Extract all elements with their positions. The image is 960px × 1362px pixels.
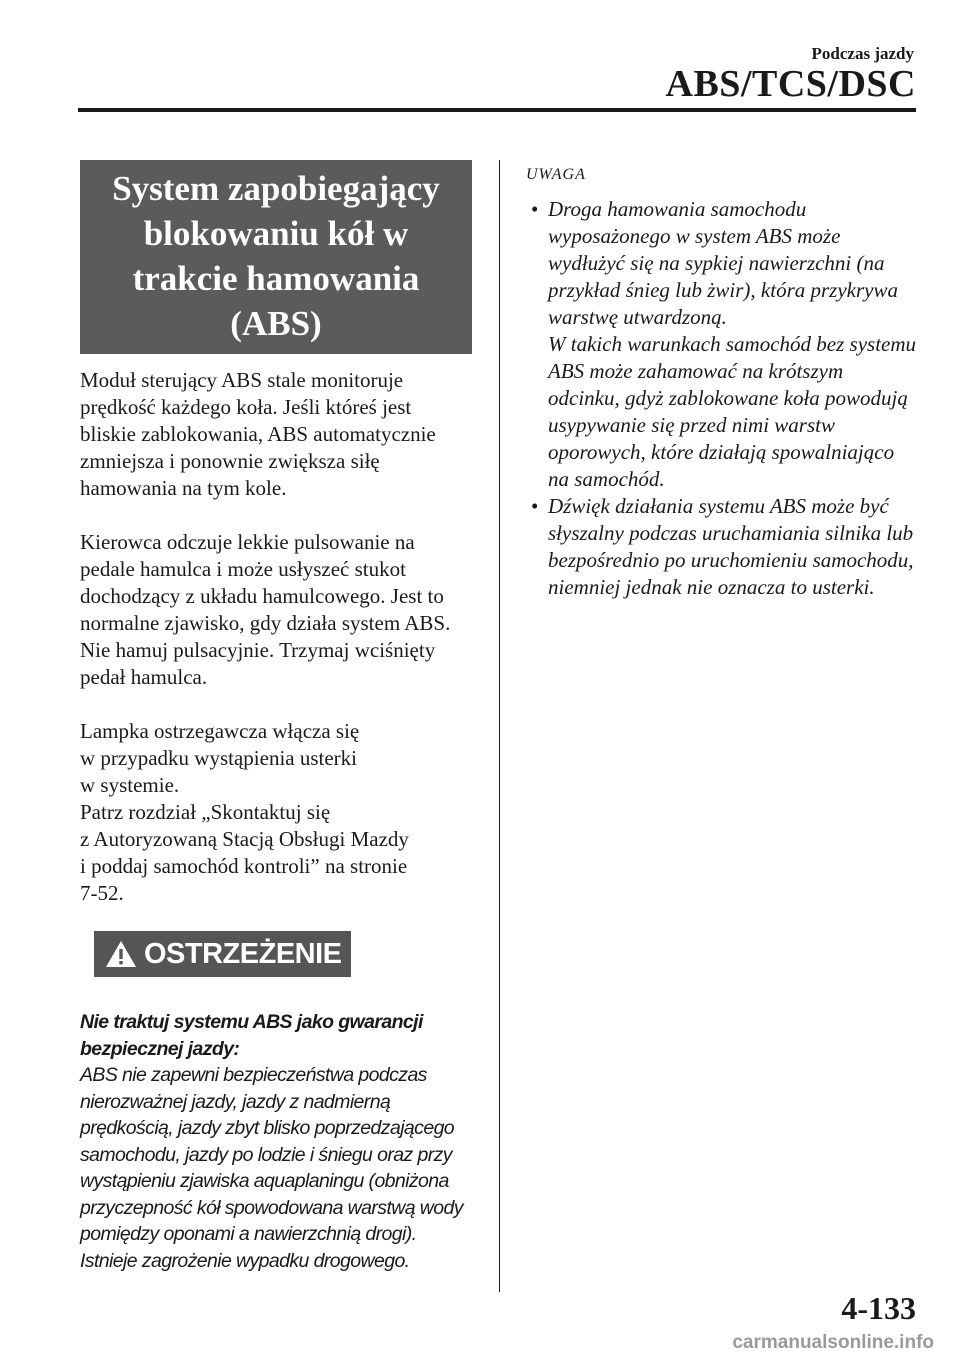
footer-watermark: carmanualsonline.info bbox=[732, 1332, 934, 1353]
note-text: Droga hamowania samochodu wyposażonego w system ABS może wydłużyć się na sypkiej nawierzchni (na przykład śnieg lub żwir), która przykrywa warstwę utwardzoną. W takich warunkach samochód bez systemu ABS może zahamować na krótszym odcinku, gdyż zablokowane koła powodują usypywanie się przed nimi warstw oporowych, które działają spowalniająco na samochód. bbox=[548, 197, 917, 491]
note-title: UWAGA bbox=[526, 166, 586, 183]
left-column bbox=[80, 160, 472, 1274]
page-number: 4-133 bbox=[841, 1290, 916, 1326]
note-item bbox=[526, 493, 918, 601]
note-item bbox=[526, 196, 918, 493]
warning-banner bbox=[94, 931, 351, 977]
note-text: Dźwięk działania systemu ABS może być słyszalny podczas uruchamiania silnika lub bezpośrednio po uruchomieniu samochodu, niemniej jednak nie oznacza to usterki. bbox=[548, 494, 914, 599]
warning-lead: Nie traktuj systemu ABS jako gwarancji bezpiecznej jazdy: bbox=[80, 1011, 423, 1060]
header-section-label: Podczas jazdy bbox=[811, 44, 914, 63]
header-title: ABS/TCS/DSC bbox=[665, 63, 916, 105]
paragraph-1: Moduł sterujący ABS stale monitoruje prędkość każdego koła. Jeśli któreś jest bliskie zablokowania, ABS automatycznie zmniejsza i ponownie zwiększa siłę hamowania na tym kole. bbox=[80, 368, 436, 500]
paragraph-2: Kierowca odczuje lekkie pulsowanie na pedale hamulca i może usłyszeć stukot dochodzący z układu hamulcowego. Jest to normalne zjawisko, gdy działa system ABS. Nie hamuj pulsacyjnie. Trzymaj wciśnięty pedał hamulca. bbox=[80, 530, 451, 689]
section-heading: System zapobiegający blokowaniu kół w trakcie hamowania (ABS) bbox=[80, 160, 472, 354]
bullet-icon: • bbox=[531, 494, 539, 518]
right-column bbox=[526, 160, 918, 601]
warning-text: ABS nie zapewni bezpieczeństwa podczas nierozważnej jazdy, jazdy z nadmierną prędkością, jazdy zbyt blisko poprzedzającego samochodu, jazdy po lodzie i śniegu oraz przy wystąpieniu zjawiska aquaplaningu (obniżona przyczepność kół spowodowana warstwą wody pomiędzy oponami a nawierzchnią drogi). Istnieje zagrożenie wypadku drogowego. bbox=[80, 1064, 463, 1272]
warning-title: OSTRZEŻENIE bbox=[144, 937, 342, 970]
warning-body bbox=[80, 1009, 472, 1274]
header-rule bbox=[78, 108, 916, 112]
paragraph-3: Lampka ostrzegawcza włącza się w przypadku wystąpienia usterki w systemie. Patrz rozdział „Skontaktuj się z Autoryzowaną Stacją Obsługi Mazdy i poddaj samochód kontroli” na stronie 7-52. bbox=[80, 719, 409, 905]
note-list bbox=[526, 196, 918, 601]
column-divider bbox=[499, 160, 500, 1292]
bullet-icon: • bbox=[531, 197, 539, 221]
warning-triangle-icon bbox=[104, 939, 138, 969]
